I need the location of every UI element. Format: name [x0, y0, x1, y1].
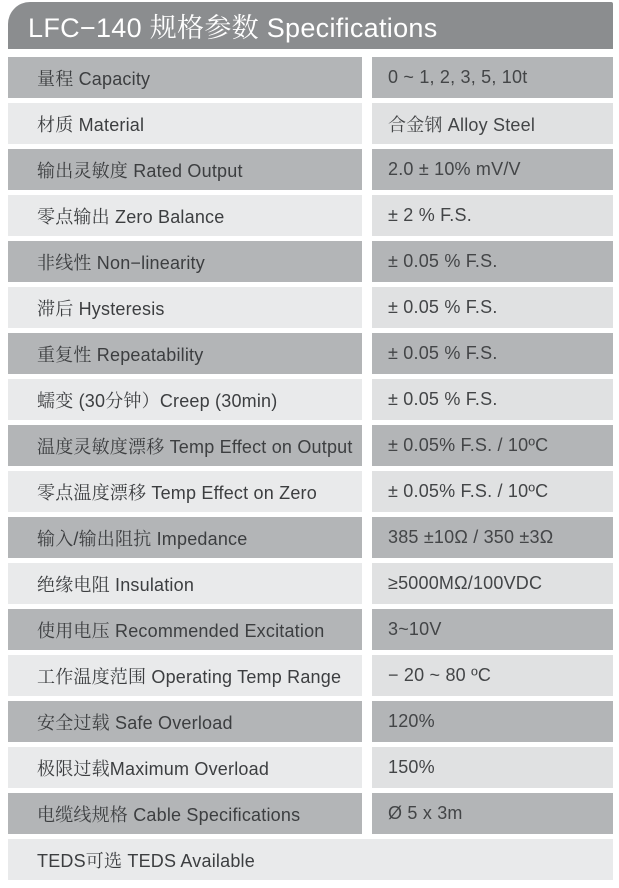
- table-row: [8, 287, 613, 328]
- row-value: 120%: [372, 701, 613, 742]
- row-label: 重复性 Repeatability: [8, 333, 362, 374]
- table-row: [8, 471, 613, 512]
- row-label: 量程 Capacity: [8, 57, 362, 98]
- table-row: [8, 149, 613, 190]
- row-label: 温度灵敏度漂移 Temp Effect on Output: [8, 425, 362, 466]
- table-row: [8, 333, 613, 374]
- row-label: 滞后 Hysteresis: [8, 287, 362, 328]
- table-row: [8, 839, 613, 880]
- row-label: 非线性 Non−linearity: [8, 241, 362, 282]
- row-label: 零点温度漂移 Temp Effect on Zero: [8, 471, 362, 512]
- row-label: 零点输出 Zero Balance: [8, 195, 362, 236]
- table-row: [8, 425, 613, 466]
- table-row: [8, 609, 613, 650]
- row-label: 安全过载 Safe Overload: [8, 701, 362, 742]
- row-label: 蠕变 (30分钟）Creep (30min): [8, 379, 362, 420]
- row-label: 输出灵敏度 Rated Output: [8, 149, 362, 190]
- row-value: ≥5000MΩ/100VDC: [372, 563, 613, 604]
- table-row: [8, 379, 613, 420]
- row-label: 电缆线规格 Cable Specifications: [8, 793, 362, 834]
- row-label: 使用电压 Recommended Excitation: [8, 609, 362, 650]
- row-value: ± 0.05 % F.S.: [372, 241, 613, 282]
- table-row: [8, 241, 613, 282]
- row-value: ± 0.05% F.S. / 10ºC: [372, 425, 613, 466]
- row-label: 输入/输出阻抗 Impedance: [8, 517, 362, 558]
- row-value: ± 0.05 % F.S.: [372, 333, 613, 374]
- table-row: [8, 517, 613, 558]
- table-row: [8, 793, 613, 834]
- row-value: − 20 ~ 80 ºC: [372, 655, 613, 696]
- table-row: [8, 747, 613, 788]
- row-value: 2.0 ± 10% mV/V: [372, 149, 613, 190]
- row-value: Ø 5 x 3m: [372, 793, 613, 834]
- table-row: [8, 655, 613, 696]
- table-row: [8, 701, 613, 742]
- row-value: 合金钢 Alloy Steel: [372, 103, 613, 144]
- spec-table: [8, 57, 613, 880]
- row-value: 385 ±10Ω / 350 ±3Ω: [372, 517, 613, 558]
- row-value: ± 0.05 % F.S.: [372, 379, 613, 420]
- row-label: 极限过载Maximum Overload: [8, 747, 362, 788]
- row-value: ± 0.05% F.S. / 10ºC: [372, 471, 613, 512]
- row-label: TEDS可选 TEDS Available: [8, 839, 613, 880]
- page-title-bar: [8, 2, 613, 49]
- row-value: 150%: [372, 747, 613, 788]
- row-value: ± 0.05 % F.S.: [372, 287, 613, 328]
- table-row: [8, 103, 613, 144]
- table-row: [8, 563, 613, 604]
- row-value: 3~10V: [372, 609, 613, 650]
- row-label: 材质 Material: [8, 103, 362, 144]
- row-value: 0 ~ 1, 2, 3, 5, 10t: [372, 57, 613, 98]
- table-row: [8, 195, 613, 236]
- row-label: 工作温度范围 Operating Temp Range: [8, 655, 362, 696]
- row-value: ± 2 % F.S.: [372, 195, 613, 236]
- row-label: 绝缘电阻 Insulation: [8, 563, 362, 604]
- table-row: [8, 57, 613, 98]
- page-title: LFC−140 规格参数 Specifications: [28, 13, 438, 43]
